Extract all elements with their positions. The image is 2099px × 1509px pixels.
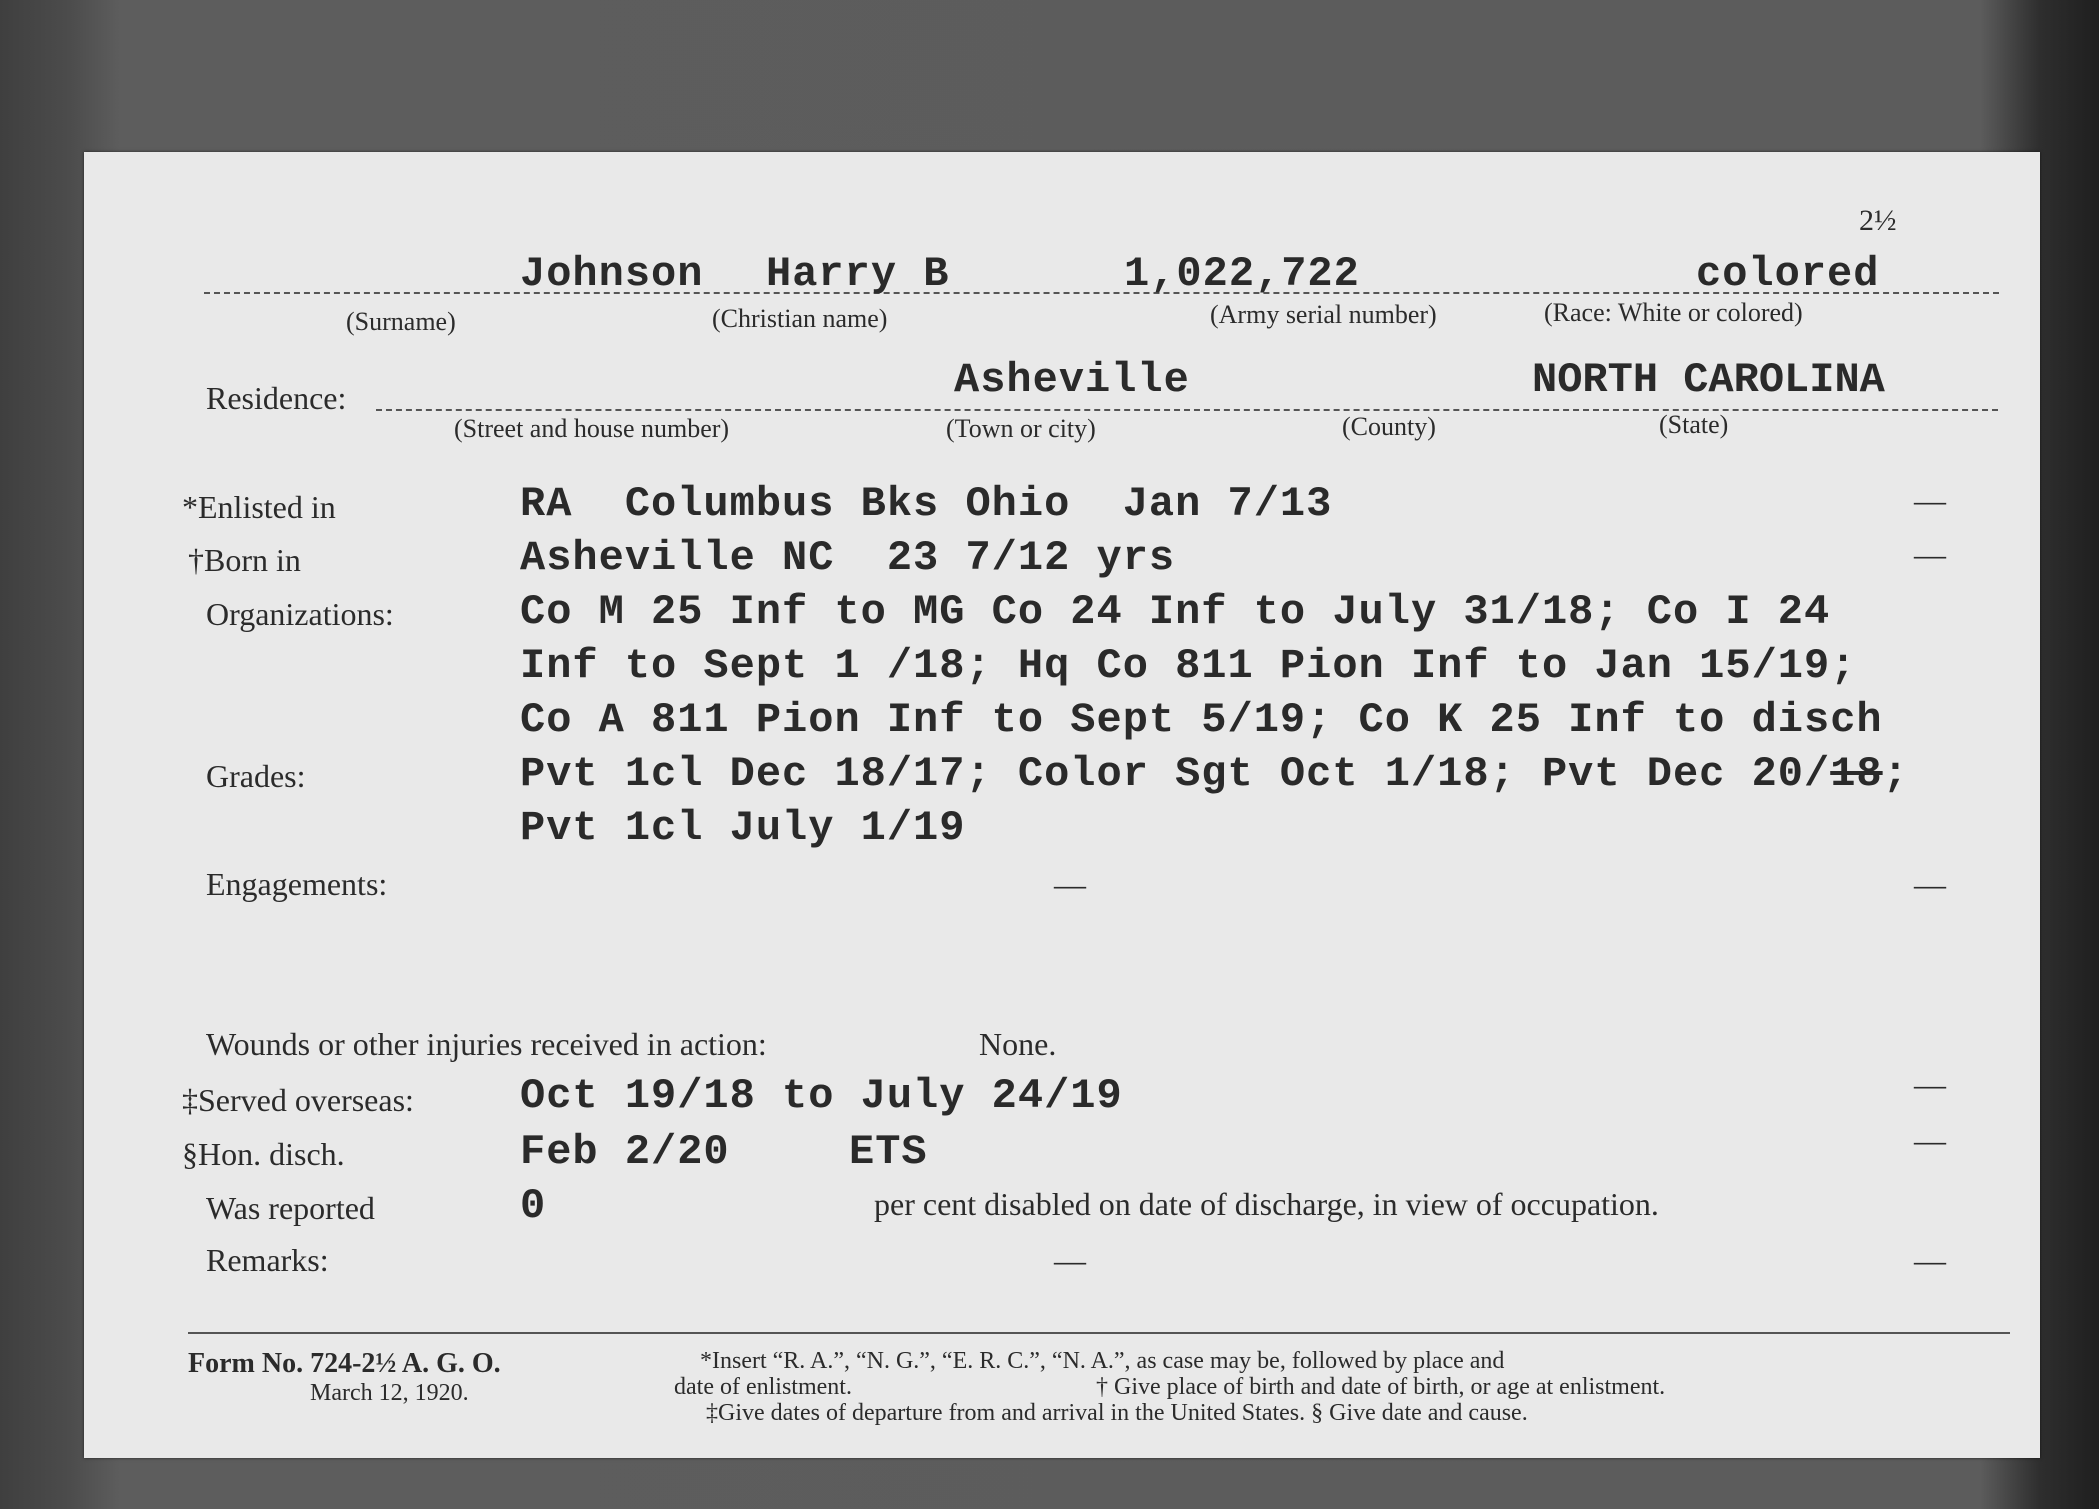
discharge-cause: ETS [849, 1128, 928, 1176]
form-date: March 12, 1920. [310, 1380, 469, 1406]
grades-line-text: Pvt 1cl Dec 18/17; Color Sgt Oct 1/18; Pvt Dec 20/ [520, 750, 1831, 798]
surname-caption: (Surname) [346, 307, 456, 336]
born-end-dash: — [1914, 536, 1946, 572]
footnote-line: ‡Give dates of departure from and arrival in the United States. § Give date and cause. [706, 1400, 1528, 1426]
discharge-value: Feb 2/20 [520, 1128, 730, 1176]
race-value: colored [1696, 250, 1880, 298]
organizations-line: Co M 25 Inf to MG Co 24 Inf to July 31/18; Co I 24 [520, 588, 1831, 636]
form-number: Form No. 724-2½ A. G. O. [188, 1348, 501, 1379]
overseas-label: ‡Served overseas: [182, 1082, 414, 1118]
footnote-line: *Insert “R. A.”, “N. G.”, “E. R. C.”, “N. A.”, as case may be, followed by place and [700, 1348, 1505, 1374]
reported-suffix: per cent disabled on date of discharge, in view of occupation. [874, 1186, 1659, 1222]
overseas-end-dash: — [1914, 1066, 1946, 1102]
born-label: †Born in [188, 542, 301, 578]
wounds-value: None. [979, 1026, 1057, 1062]
footer-rule [188, 1332, 2010, 1334]
organizations-line: Inf to Sept 1 /18; Hq Co 811 Pion Inf to Jan 15/19; [520, 642, 1857, 690]
overseas-value: Oct 19/18 to July 24/19 [520, 1072, 1123, 1120]
residence-label: Residence: [206, 380, 347, 416]
grades-line: Pvt 1cl July 1/19 [520, 804, 966, 852]
organizations-label: Organizations: [206, 596, 394, 632]
christian-name-value: Harry B [766, 250, 950, 298]
grades-struck-year: 18 [1830, 750, 1883, 798]
state-caption: (State) [1659, 410, 1729, 439]
enlisted-value: RA Columbus Bks Ohio Jan 7/13 [520, 480, 1333, 528]
reported-value: 0 [520, 1182, 547, 1230]
discharge-end-dash: — [1914, 1122, 1946, 1158]
record-card [84, 152, 2040, 1458]
grades-line-end: ; [1882, 750, 1909, 798]
organizations-line: Co A 811 Pion Inf to Sept 5/19; Co K 25 Inf to disch [520, 696, 1883, 744]
engagements-end-dash: — [1914, 866, 1946, 902]
remarks-label: Remarks: [206, 1242, 329, 1278]
enlisted-end-dash: — [1914, 482, 1946, 518]
engagements-value: — [1054, 866, 1086, 902]
footnote-line: † Give place of birth and date of birth, or age at enlistment. [1096, 1374, 1666, 1400]
corner-number: 2½ [1859, 204, 1897, 237]
serial-number-caption: (Army serial number) [1210, 300, 1437, 329]
wounds-label: Wounds or other injuries received in action: [206, 1026, 767, 1062]
grades-line [520, 750, 1909, 798]
residence-town-value: Asheville [954, 356, 1190, 404]
street-caption: (Street and house number) [454, 414, 730, 443]
county-caption: (County) [1342, 412, 1436, 441]
discharge-label: §Hon. disch. [182, 1136, 345, 1172]
christian-name-caption: (Christian name) [712, 304, 888, 333]
surname-value: Johnson [520, 250, 704, 298]
grades-label: Grades: [206, 758, 306, 794]
serial-number-value: 1,022,722 [1124, 250, 1360, 298]
remarks-end-dash: — [1914, 1242, 1946, 1278]
born-value: Asheville NC 23 7/12 yrs [520, 534, 1176, 582]
town-caption: (Town or city) [946, 414, 1096, 443]
race-caption: (Race: White or colored) [1544, 298, 1803, 327]
engagements-label: Engagements: [206, 866, 388, 902]
remarks-value: — [1054, 1242, 1086, 1278]
residence-state-value: NORTH CAROLINA [1532, 356, 1885, 404]
footnote-line: date of enlistment. [674, 1374, 852, 1400]
residence-line [376, 409, 1998, 411]
enlisted-label: *Enlisted in [182, 489, 336, 525]
reported-label: Was reported [206, 1190, 375, 1226]
